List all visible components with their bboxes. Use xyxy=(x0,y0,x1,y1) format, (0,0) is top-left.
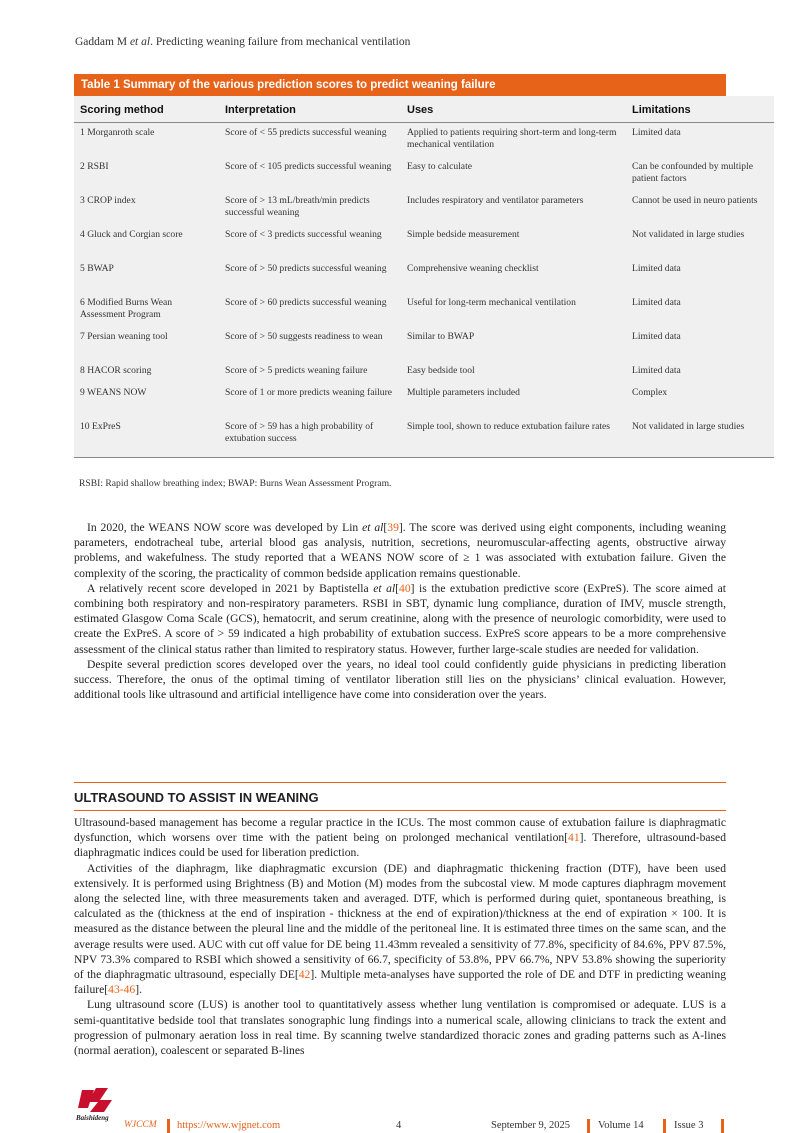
cell-uses: Simple tool, shown to reduce extubation failure rates xyxy=(407,421,611,432)
cell-interpretation: Score of > 50 predicts successful weaning xyxy=(225,263,387,274)
paragraph-lus: Lung ultrasound score (LUS) is another tool to quantitatively assess whether lung ventilation is compromised or adequate. LUS is a semi-quantitative bedside tool that translates sonographic lung findings into a numerical scale, allowing clinicians to track the extent and progression of pulmonary aeration loss in real time. By scanning twelve standardized thoracic zones and grading patterns such as A-lines (normal aeration), coalescent or separated B-lines xyxy=(74,998,726,1058)
text-run: Ultrasound-based management has become a regular practice in the ICUs. The most common cause of extubation failure is diaphragmatic dysfunction, which worsens over time with the patient being on prolonged mechanical ventilation xyxy=(74,816,726,845)
cell-method: 1 Morganroth scale xyxy=(80,127,155,138)
journal-url-link[interactable]: https://www.wjgnet.com xyxy=(177,1120,281,1131)
cell-uses: Multiple parameters included xyxy=(407,387,520,398)
text-run: In 2020, the WEANS NOW score was developed by Lin xyxy=(87,521,363,534)
cell-method: 8 HACOR scoring xyxy=(80,365,152,376)
cell-limitations: Not validated in large studies xyxy=(632,229,745,240)
cell-interpretation: Score of > 59 has a high probability of extubation success xyxy=(225,421,374,444)
cell-uses: Easy bedside tool xyxy=(407,365,475,376)
reference-link[interactable]: 43 xyxy=(108,983,120,997)
cell-uses: Includes respiratory and ventilator parameters xyxy=(407,195,584,206)
reference-link[interactable]: 40 xyxy=(399,581,411,595)
cell-uses: Simple bedside measurement xyxy=(407,229,520,240)
page-number: 4 xyxy=(396,1120,402,1131)
header-limitations: Limitations xyxy=(626,96,774,123)
cell-limitations: Limited data xyxy=(632,127,681,138)
publication-date: September 9, 2025 xyxy=(491,1120,571,1131)
header-uses: Uses xyxy=(401,96,626,123)
cell-interpretation: Score of < 55 predicts successful weaning xyxy=(225,127,387,138)
cell-limitations: Cannot be used in neuro patients xyxy=(632,195,758,206)
text-run: . Therefore, ultrasound-based diaphragmatic indices could be used for liberation prediction. xyxy=(74,831,726,860)
scores-table xyxy=(74,96,774,458)
cell-method: 9 WEANS NOW xyxy=(80,387,147,398)
cell-interpretation: Score of > 60 predicts successful weaning xyxy=(225,297,387,308)
cell-method: 7 Persian weaning tool xyxy=(80,331,168,342)
cell-uses: Applied to patients requiring short-term and long-term mechanical ventilation xyxy=(407,127,617,150)
paragraph-diaphragm: Activities of the diaphragm, like diaphragmatic excursion (DE) and diaphragmatic thickening fraction (DTF), have been used extensively. It is performed using Brightness (B) and Motion (M) modes from the subcostal view. M mode captures diaphragm movement along the selected line, with three measurements taken and averaged. DTF, which is performed during quiet, spontaneous breathing, is calculated as the (thickness at the end of inspiration - thickness at the end of expiration)/thickness at the end of expiration × 100. It is measured as the distance between the pleural line and the middle of the peritoneal line. It is estimated three times on the same scan, and the average results were used. AUC with cut off value for DE being 11.43mm revealed a sensitivity of 77.8%, specificity of 84.6%, PPV 87.5%, NPV 73.3% compared to RSBI which showed a sensitivity of 66.7, specificity of 53.8%, PPV 66.7%, NPV 53.8% showing the superiority of the diaphragmatic ultrasound, especially DE[42]. Multiple meta-analyses have supported the role of DE and DTF in predicting weaning failure[43-46]. xyxy=(74,861,726,997)
cell-limitations: Not validated in large studies xyxy=(632,421,745,432)
table-title: Table 1 Summary of the various prediction scores to predict weaning failure xyxy=(74,74,726,96)
cell-method: 3 CROP index xyxy=(80,195,136,206)
cell-uses: Useful for long-term mechanical ventilation xyxy=(407,297,576,308)
reference-link[interactable]: 42 xyxy=(298,968,311,982)
table-row xyxy=(74,417,774,458)
journal-abbrev: WJCCM xyxy=(124,1120,157,1130)
cell-interpretation: Score of < 3 predicts successful weaning xyxy=(225,229,382,240)
baishideng-logo xyxy=(74,1086,116,1122)
cell-method: 4 Gluck and Corgian score xyxy=(80,229,183,240)
text-run: . The score was derived using eight components, including weaning parameters, endotracheal tube, arterial blood gas analysis, nutrition, secretions, neuromuscular-affecting agents, obstructive airway problems, and wakefulness. The study reported that a WEANS NOW score of ≥ 1 was associated with extubation failure. Given the complexity of the scoring, the practicality of common bedside application remains questionable. xyxy=(74,521,726,580)
running-head-title: . Predicting weaning failure from mechanical ventilation xyxy=(150,36,411,48)
table-row xyxy=(74,383,774,417)
page-footer xyxy=(74,1086,726,1131)
reference-link[interactable]: 39 xyxy=(387,521,399,534)
cell-uses: Similar to BWAP xyxy=(407,331,475,342)
running-head xyxy=(75,36,410,48)
running-head-authors: Gaddam M xyxy=(75,36,130,48)
paragraph-conclusion: Despite several prediction scores developed over the years, no ideal tool could confidently guide physicians in predicting liberation success. Therefore, the onus of the optimal timing of ventilator liberation still lies on the physicians’ clinical evaluation. However, additional tools like ultrasound and artificial intelligence have come into consideration over the years. xyxy=(74,657,726,702)
cell-limitations: Limited data xyxy=(632,263,681,274)
cell-method: 10 ExPreS xyxy=(80,421,121,432)
text-run: . xyxy=(139,983,142,997)
footer-separator xyxy=(587,1119,590,1133)
paragraph-expres: A relatively recent score developed in 2021 by Baptistella et al[40] is the extubation predictive score (ExPreS). The score aimed at combining both respiratory and non-respiratory parameters. RSBI in SBT, dynamic lung compliance, duration of IMV, muscle strength, estimated Glasgow Coma Scale (GCS), hematocrit, and serum creatinine, along with the presence of neurologic comorbidity, were used to create the ExPreS. A score of > 59 indicated a high probability of extubation success. ExPreS score appears to be a more comprehensive assessment of the clinical status rather than limited to respiratory status. However, further large-scale studies are needed for validation. xyxy=(74,581,726,656)
cell-uses: Comprehensive weaning checklist xyxy=(407,263,539,274)
cell-interpretation: Score of > 5 predicts weaning failure xyxy=(225,365,368,376)
footer-separator xyxy=(663,1119,666,1133)
text-run: is the extubation predictive score (ExPreS). The score aimed at combining both respiratory and non-respiratory parameters. RSBI in SBT, dynamic lung compliance, duration of IMV, muscle strength, estimated Glasgow Coma Scale (GCS), hematocrit, and serum creatinine, along with the presence of neurologic comorbidity, were used to create the ExPreS. A score of > 59 indicated a high probability of extubation success. ExPreS score appears to be a more comprehensive assessment of the clinical status rather than limited to respiratory status. However, further large-scale studies are needed for validation. xyxy=(74,581,726,656)
et-al: et al xyxy=(362,521,384,534)
table-row xyxy=(74,191,774,225)
table-1 xyxy=(74,74,758,458)
table-row xyxy=(74,259,774,293)
cell-interpretation: Score of > 50 suggests readiness to wean xyxy=(225,331,383,342)
table-header-row xyxy=(74,96,774,123)
paragraph-ultrasound-intro: Ultrasound-based management has become a regular practice in the ICUs. The most common cause of extubation failure is diaphragmatic dysfunction, which worsens over time with the patient being on prolonged mechanical ventilation[41]. Therefore, ultrasound-based diaphragmatic indices could be used for liberation prediction. xyxy=(74,816,726,860)
header-scoring-method: Scoring method xyxy=(74,96,219,123)
body-section-2 xyxy=(74,815,726,1058)
table-row xyxy=(74,327,774,361)
paragraph-weans-now: In 2020, the WEANS NOW score was developed by Lin et al[39]. The score was derived using eight components, including weaning parameters, endotracheal tube, arterial blood gas analysis, nutrition, secretions, neuromuscular-affecting agents, obstructive airway problems, and wakefulness. The study reported that a WEANS NOW score of ≥ 1 was associated with extubation failure. Given the complexity of the scoring, the practicality of common bedside application remains questionable. xyxy=(74,521,726,580)
table-footnote: RSBI: Rapid shallow breathing index; BWAP: Burns Wean Assessment Program. xyxy=(79,478,392,489)
section-divider-bottom xyxy=(74,810,726,811)
reference-link[interactable]: 46 xyxy=(123,983,136,997)
cell-limitations: Limited data xyxy=(632,365,681,376)
table-row xyxy=(74,123,774,158)
header-interpretation: Interpretation xyxy=(219,96,401,123)
issue-label: Issue 3 xyxy=(674,1120,704,1131)
volume-label: Volume 14 xyxy=(598,1120,644,1131)
cell-interpretation: Score of > 13 mL/breath/min predicts successful weaning xyxy=(225,195,370,218)
body-section-1 xyxy=(74,520,726,702)
section-divider-top xyxy=(74,782,726,783)
cell-limitations: Limited data xyxy=(632,297,681,308)
cell-method: 5 BWAP xyxy=(80,263,114,274)
text-run: Activities of the diaphragm, like diaphragmatic excursion (DE) and diaphragmatic thickening fraction (DTF), have been used extensively. It is performed using Brightness (B) and Motion (M) modes from the subcostal view. M mode captures diaphragm movement along the selected line, with three measurements taken and averaged. DTF, which is performed during quiet, spontaneous breathing, is calculated as the (thickness at the end of inspiration - thickness at the end of expiration)/thickness at the end of expiration × 100. It is measured as the distance between the pleural line and the middle of the peritoneal line. It is estimated three times on the same scan, and the average results were used. AUC with cut off value for DE being 11.43mm revealed a sensitivity of 77.8%, specificity of 84.6%, PPV 87.5%, NPV 73.3% compared to RSBI which showed a sensitivity of 66.7, specificity of 53.8%, PPV 66.7%, NPV 53.8% showing the superiority of the diaphragmatic ultrasound, especially DE xyxy=(74,861,726,982)
cell-limitations: Can be confounded by multiple patient factors xyxy=(632,161,753,184)
et-al: et al xyxy=(373,581,396,595)
cell-limitations: Limited data xyxy=(632,331,681,342)
cell-limitations: Complex xyxy=(632,387,668,398)
section-heading: ULTRASOUND TO ASSIST IN WEANING xyxy=(74,790,319,805)
cell-method: 6 Modified Burns Wean Assessment Program xyxy=(80,297,173,320)
cell-interpretation: Score of < 105 predicts successful weaning xyxy=(225,161,392,172)
footer-separator xyxy=(167,1119,170,1133)
cell-interpretation: Score of 1 or more predicts weaning failure xyxy=(225,387,393,398)
cell-method: 2 RSBI xyxy=(80,161,109,172)
running-head-etal: et al xyxy=(129,36,151,48)
text-run: . Multiple meta-analyses have supported the role of DE and DTF in predicting weaning failure xyxy=(74,968,726,997)
footer-separator xyxy=(721,1119,724,1133)
table-row xyxy=(74,225,774,259)
table-row xyxy=(74,293,774,327)
logo-text: Baishideng xyxy=(76,1114,109,1122)
text-run: A relatively recent score developed in 2021 by Baptistella xyxy=(87,581,374,595)
reference-range-dash: - xyxy=(119,983,124,997)
table-row xyxy=(74,157,774,191)
table-row xyxy=(74,361,774,383)
cell-uses: Easy to calculate xyxy=(407,161,472,172)
reference-link[interactable]: 41 xyxy=(568,831,580,845)
